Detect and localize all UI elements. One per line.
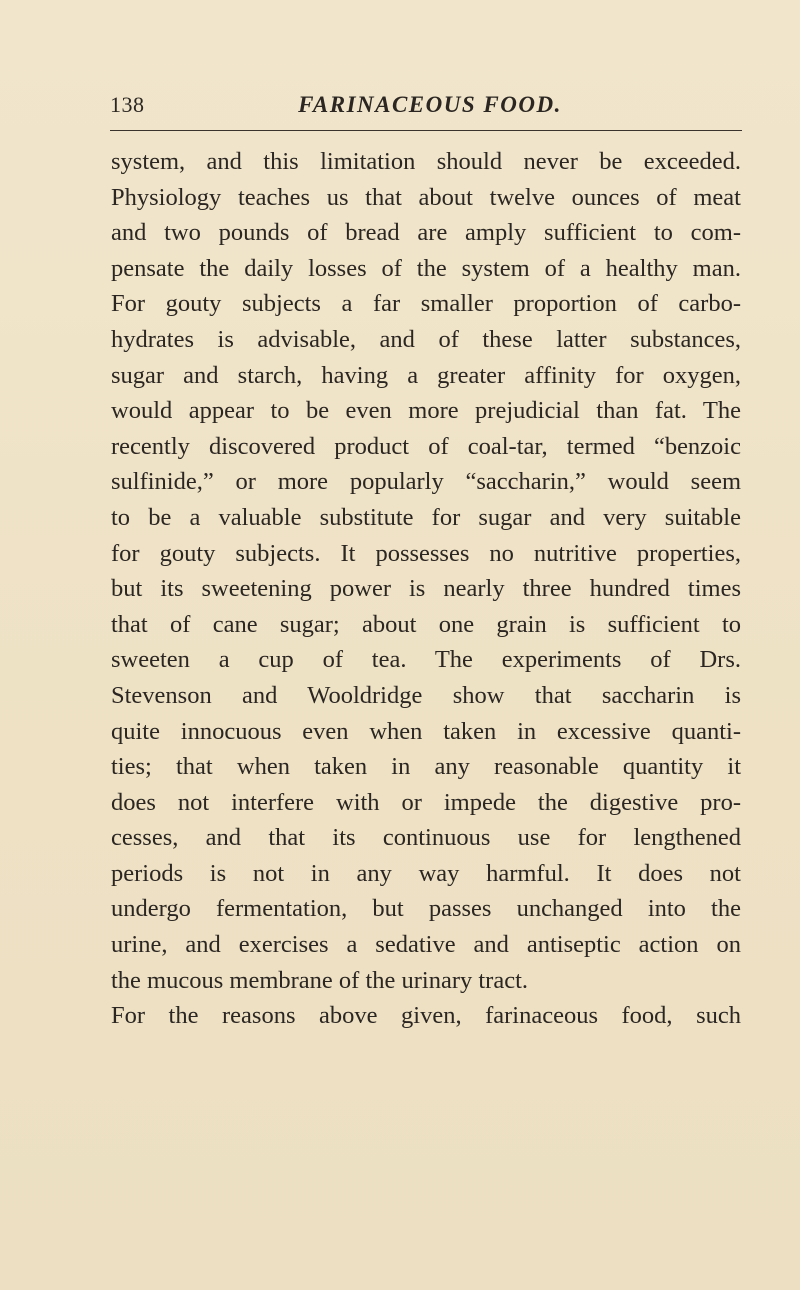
text-line: for gouty subjects. It possesses no nutritive properties, [111, 539, 741, 567]
text-line: ties; that when taken in any reasonable quantity it [111, 753, 741, 781]
text-line: periods is not in any way harmful. It does not [111, 859, 741, 887]
text-line: would appear to be even more prejudicial than fat. The [111, 397, 741, 425]
text-line: urine, and exercises a sedative and antiseptic action on [111, 931, 741, 959]
text-line: Stevenson and Wooldridge show that saccharin is [111, 681, 741, 709]
text-line: For gouty subjects a far smaller proportion of carbo- [111, 290, 741, 318]
header-rule [110, 130, 742, 131]
text-line: system, and this limitation should never be exceeded. [111, 148, 741, 175]
text-line: recently discovered product of coal-tar, termed “benzoic [111, 432, 741, 460]
running-head [110, 92, 750, 132]
text-line: pensate the daily losses of the system of a healthy man. [111, 254, 741, 282]
text-line: undergo fermentation, but passes unchanged into the [111, 895, 741, 923]
running-title: FARINACEOUS FOOD. [298, 92, 562, 117]
text-line: sugar and starch, having a greater affinity for oxygen, [111, 361, 741, 389]
text-line: does not interfere with or impede the digestive pro- [111, 788, 741, 816]
text-line: quite innocuous even when taken in excessive quanti- [111, 717, 741, 745]
text-line: to be a valuable substitute for sugar and very suitable [111, 503, 741, 531]
text-line: sulfinide,” or more popularly “saccharin,” would seem [111, 468, 741, 496]
text-line: but its sweetening power is nearly three hundred times [111, 575, 741, 603]
body-text [111, 144, 741, 1034]
text-line: and two pounds of bread are amply sufficient to com- [111, 219, 741, 247]
text-line: that of cane sugar; about one grain is sufficient to [111, 610, 741, 638]
text-line: Physiology teaches us that about twelve ounces of meat [111, 183, 741, 211]
page-number: 138 [110, 92, 145, 117]
text-line: For the reasons above given, farinaceous food, such [111, 1002, 741, 1030]
text-line: sweeten a cup of tea. The experiments of Drs. [111, 646, 741, 674]
text-line: hydrates is advisable, and of these latter substances, [111, 325, 741, 353]
text-line: cesses, and that its continuous use for lengthened [111, 824, 741, 852]
text-line: the mucous membrane of the urinary tract. [111, 966, 529, 994]
